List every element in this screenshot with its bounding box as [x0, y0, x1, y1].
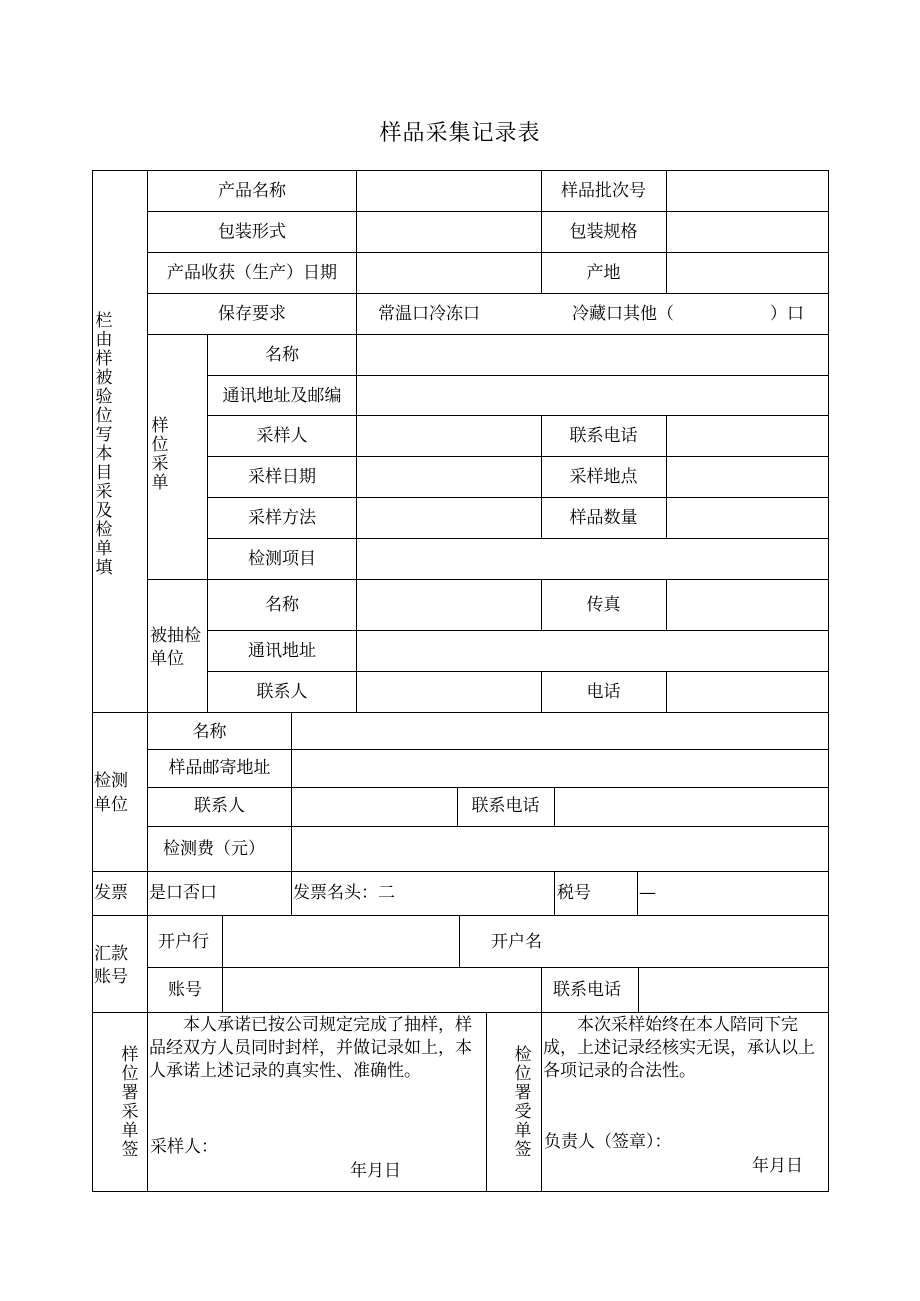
- inspected-declaration-text: 本次采样始终在本人陪同下完成，上述记录经核实无误，承认以上各项记录的合法性。: [543, 1015, 815, 1081]
- row-divider: [148, 252, 829, 253]
- sampling-place-label: 采样地点: [569, 467, 638, 487]
- section-divider: [92, 712, 829, 713]
- remittance-label-line1: 汇款: [94, 944, 128, 964]
- batch-no-label: 样品批次号: [561, 181, 646, 201]
- tax-no-label: 税号: [557, 883, 591, 903]
- sampler-signature-label: 采样人：: [150, 1137, 218, 1157]
- col-divider: [666, 579, 667, 630]
- sampling-date-label: 采样日期: [248, 467, 316, 487]
- row-divider: [148, 826, 829, 827]
- section-divider: [92, 1012, 829, 1013]
- col-divider: [666, 671, 667, 712]
- invoice-header-label: 发票名头：二: [293, 883, 395, 903]
- section-divider: [92, 871, 829, 872]
- testing-unit-phone-label: 联系电话: [471, 796, 540, 816]
- col-divider: [222, 967, 223, 1012]
- table-border-bottom: [92, 1191, 829, 1192]
- testing-unit-name-label: 名称: [192, 722, 227, 742]
- col-divider: [486, 1012, 487, 1192]
- sampling-unit-label: 样位采单: [151, 416, 169, 493]
- table-border-left: [92, 170, 93, 1192]
- harvest-date-label: 产品收获（生产）日期: [167, 263, 337, 283]
- account-label: 账号: [168, 980, 202, 1000]
- table-border-top: [92, 170, 829, 171]
- inspected-unit-label-line2: 单位: [150, 649, 184, 669]
- row-divider: [208, 415, 829, 416]
- inspected-unit-phone-label: 电话: [586, 682, 621, 702]
- sampling-unit-address-label: 通讯地址及邮编: [222, 386, 342, 406]
- col-divider: [666, 170, 667, 293]
- row-divider: [208, 538, 829, 539]
- col-divider: [638, 967, 639, 1012]
- invoice-yes-no-options[interactable]: 是口否口: [149, 883, 217, 903]
- responsible-person-signature-label: 负责人（签章）：: [544, 1132, 672, 1152]
- page-title: 样品采集记录表: [379, 121, 541, 146]
- row-divider: [148, 211, 829, 212]
- tax-no-value: —: [639, 883, 656, 903]
- remittance-phone-label: 联系电话: [553, 980, 621, 1000]
- sample-quantity-label: 样品数量: [569, 508, 638, 528]
- inspected-unit-label-line1: 被抽检: [150, 626, 201, 646]
- sampling-method-label: 采样方法: [248, 508, 316, 528]
- row-divider: [148, 579, 829, 580]
- testing-unit-label-line2: 单位: [94, 795, 128, 815]
- storage-option-ambient-frozen[interactable]: 常温口冷冻口: [378, 304, 480, 324]
- inspected-unit-contact-label: 联系人: [256, 682, 308, 702]
- testing-fee-label: 检测费（元）: [163, 839, 265, 859]
- sampler-phone-label: 联系电话: [569, 426, 638, 446]
- package-form-label: 包装形式: [218, 222, 286, 242]
- invoice-label: 发票: [94, 883, 128, 903]
- section-divider: [92, 915, 829, 916]
- package-spec-label: 包装规格: [569, 222, 638, 242]
- sampling-unit-sign-label: 样位署采单签: [121, 1045, 139, 1160]
- col-divider: [541, 1012, 542, 1192]
- inspected-unit-fax-label: 传真: [586, 595, 621, 615]
- row-divider: [148, 334, 829, 335]
- account-name-label: 开户名: [491, 932, 542, 952]
- col-divider: [222, 915, 223, 967]
- col-divider: [554, 787, 555, 826]
- inspected-unit-sign-label: 检位署受单签: [514, 1045, 532, 1160]
- origin-label: 产地: [586, 263, 621, 283]
- row-divider: [148, 967, 829, 968]
- row-divider: [148, 749, 829, 750]
- inspected-sign-date: 年月日: [752, 1156, 803, 1176]
- row-divider: [148, 787, 829, 788]
- inspected-unit-name-label: 名称: [265, 595, 299, 615]
- storage-option-other-close: ）口: [770, 304, 804, 324]
- storage-option-chilled-other[interactable]: 冷藏口其他（: [572, 304, 674, 324]
- remittance-label-line2: 账号: [94, 967, 128, 987]
- row-divider: [208, 497, 829, 498]
- sample-mail-address-label: 样品邮寄地址: [168, 758, 271, 778]
- testing-unit-contact-label: 联系人: [194, 796, 245, 816]
- sampler-label: 采样人: [256, 426, 308, 446]
- inspected-unit-address-label: 通讯地址: [248, 641, 316, 661]
- sampling-unit-name-label: 名称: [265, 345, 299, 365]
- col-divider: [637, 871, 638, 915]
- storage-label: 保存要求: [218, 304, 286, 324]
- row-divider: [208, 671, 829, 672]
- col-divider: [291, 871, 292, 915]
- row-divider: [208, 630, 829, 631]
- col-divider: [554, 871, 555, 915]
- col-divider: [541, 967, 542, 1012]
- testing-unit-label-line1: 检测: [94, 771, 128, 791]
- col-divider: [459, 915, 460, 967]
- col-divider: [356, 334, 357, 712]
- test-items-label: 检测项目: [248, 549, 316, 569]
- product-name-label: 产品名称: [218, 181, 286, 201]
- row-divider: [208, 375, 829, 376]
- table-border-right: [828, 170, 829, 1192]
- bank-label: 开户行: [158, 932, 209, 952]
- sampler-declaration-text: 本人承诺已按公司规定完成了抽样，样品经双方人员同时封样，并做记录如上，本人承诺上述记录的真实性、准确性。: [149, 1015, 472, 1081]
- row-divider: [148, 293, 829, 294]
- sampler-sign-date: 年月日: [350, 1161, 401, 1181]
- sample-info-side-label: 栏由样被验位写本目采及检单填: [95, 311, 113, 578]
- col-divider: [291, 712, 292, 871]
- col-divider: [666, 415, 667, 538]
- row-divider: [208, 456, 829, 457]
- col-divider: [356, 170, 357, 334]
